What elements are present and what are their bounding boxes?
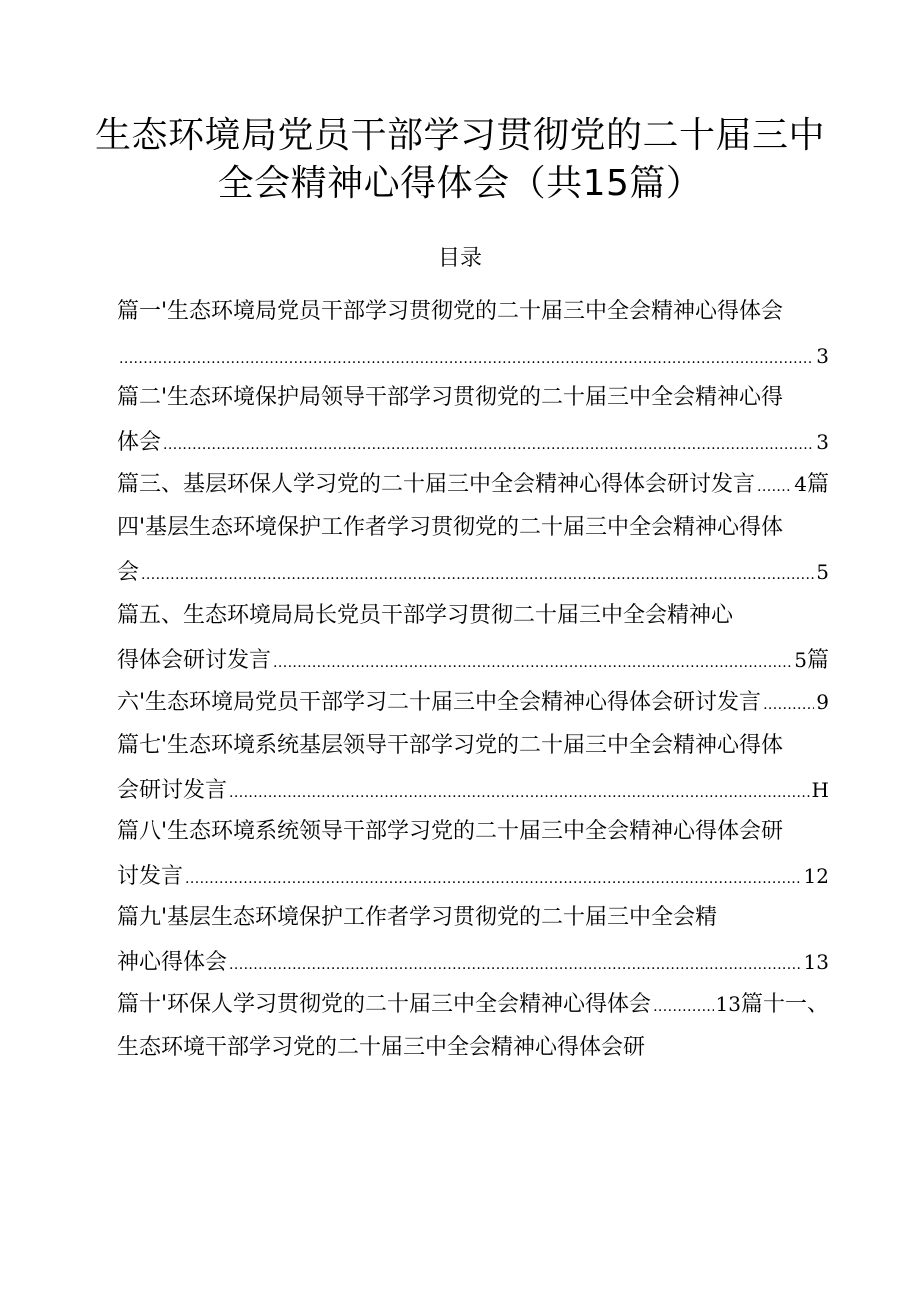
toc-dot-leader [229,777,810,806]
toc-page-number: 5 [816,560,829,584]
toc-entry-text: 得体会研讨发言 [117,648,272,673]
toc-line[interactable] [117,1032,829,1064]
toc-entry-text: 神心得体会 [117,950,228,975]
toc-page-number: 13 [803,950,829,974]
toc-dot-leader [163,429,814,458]
toc-line[interactable] [117,644,829,676]
toc-line[interactable] [117,730,829,762]
toc-line[interactable] [117,686,829,718]
toc-line[interactable] [117,512,829,544]
toc-entry-text: 篇二'生态环境保护局领导干部学习贯彻党的二十届三中全会精神心得 [117,385,784,410]
toc-line[interactable] [117,600,829,632]
toc-page-number: 9 [816,690,829,714]
toc-line[interactable] [117,902,829,934]
toc-entry-text: 四'基层生态环境保护工作者学习贯彻党的二十届三中全会精神心得体 [117,515,784,540]
toc-page-number: 5 [794,648,807,672]
toc-entry-text: 篇八'生态环境系统领导干部学习党的二十届三中全会精神心得体会研 [117,819,784,844]
toc-line[interactable] [117,816,829,848]
toc-line[interactable] [117,382,829,414]
toc-dot-leader [757,471,792,500]
toc-entry-text: 篇三、基层环保人学习党的二十届三中全会精神心得体会研讨发言 [117,472,756,497]
toc-entry-text: 讨发言 [117,864,184,889]
toc-entry-text: 生态环境干部学习党的二十届三中全会精神心得体会研 [117,1035,646,1060]
toc-dot-leader [653,991,713,1020]
toc-page-number: 3 [816,430,829,454]
toc-entry-text: 会研讨发言 [117,778,228,803]
toc-line[interactable] [117,426,829,458]
toc-entry-continuation: 篇十一、 [740,992,829,1017]
toc-dot-leader [763,689,814,718]
toc-dot-leader [229,949,802,978]
toc-dot-leader [185,863,802,892]
toc-entry-text: 篇七'生态环境系统基层领导干部学习党的二十届三中全会精神心得体 [117,733,784,758]
toc-dot-leader [141,559,814,588]
toc-entry-text: 篇九'基层生态环境保护工作者学习贯彻党的二十届三中全会精 [117,905,718,930]
toc-line[interactable] [117,860,829,892]
toc-page-number: 4 [794,472,807,496]
toc-dot-leader [119,343,814,372]
toc-heading: 目录 [437,246,482,271]
toc-page-number: H [811,778,829,802]
toc-entry-continuation: 篇 [806,648,829,673]
toc-page-number: 3 [816,344,829,368]
toc-line[interactable] [117,988,829,1020]
toc-entry-continuation: 篇 [806,472,829,497]
toc-page-number: 12 [803,864,829,888]
toc-line[interactable] [117,946,829,978]
document-title-line-2: 全会精神心得体会（共15篇） [217,163,703,204]
document-title-line-1: 生态环境局党员干部学习贯彻党的二十届三中 [94,115,825,156]
toc-entry-text: 篇一'生态环境局党员干部学习贯彻党的二十届三中全会精神心得体会 [117,299,784,324]
toc-line[interactable] [117,340,829,372]
toc-entry-text: 体会 [117,430,162,455]
toc-entry-text: 篇十'环保人学习贯彻党的二十届三中全会精神心得体会 [117,992,652,1017]
toc-line[interactable] [117,556,829,588]
toc-line[interactable] [117,296,829,328]
toc-line[interactable] [117,468,829,500]
toc-page-number: 13 [715,992,741,1016]
toc-entry-text: 篇五、生态环境局局长党员干部学习贯彻二十届三中全会精神心 [117,603,734,628]
toc-line[interactable] [117,774,829,806]
toc-entry-text: 会 [117,560,140,585]
toc-dot-leader [273,647,792,676]
toc-entry-text: 六'生态环境局党员干部学习二十届三中全会精神心得体会研讨发言 [117,690,762,715]
